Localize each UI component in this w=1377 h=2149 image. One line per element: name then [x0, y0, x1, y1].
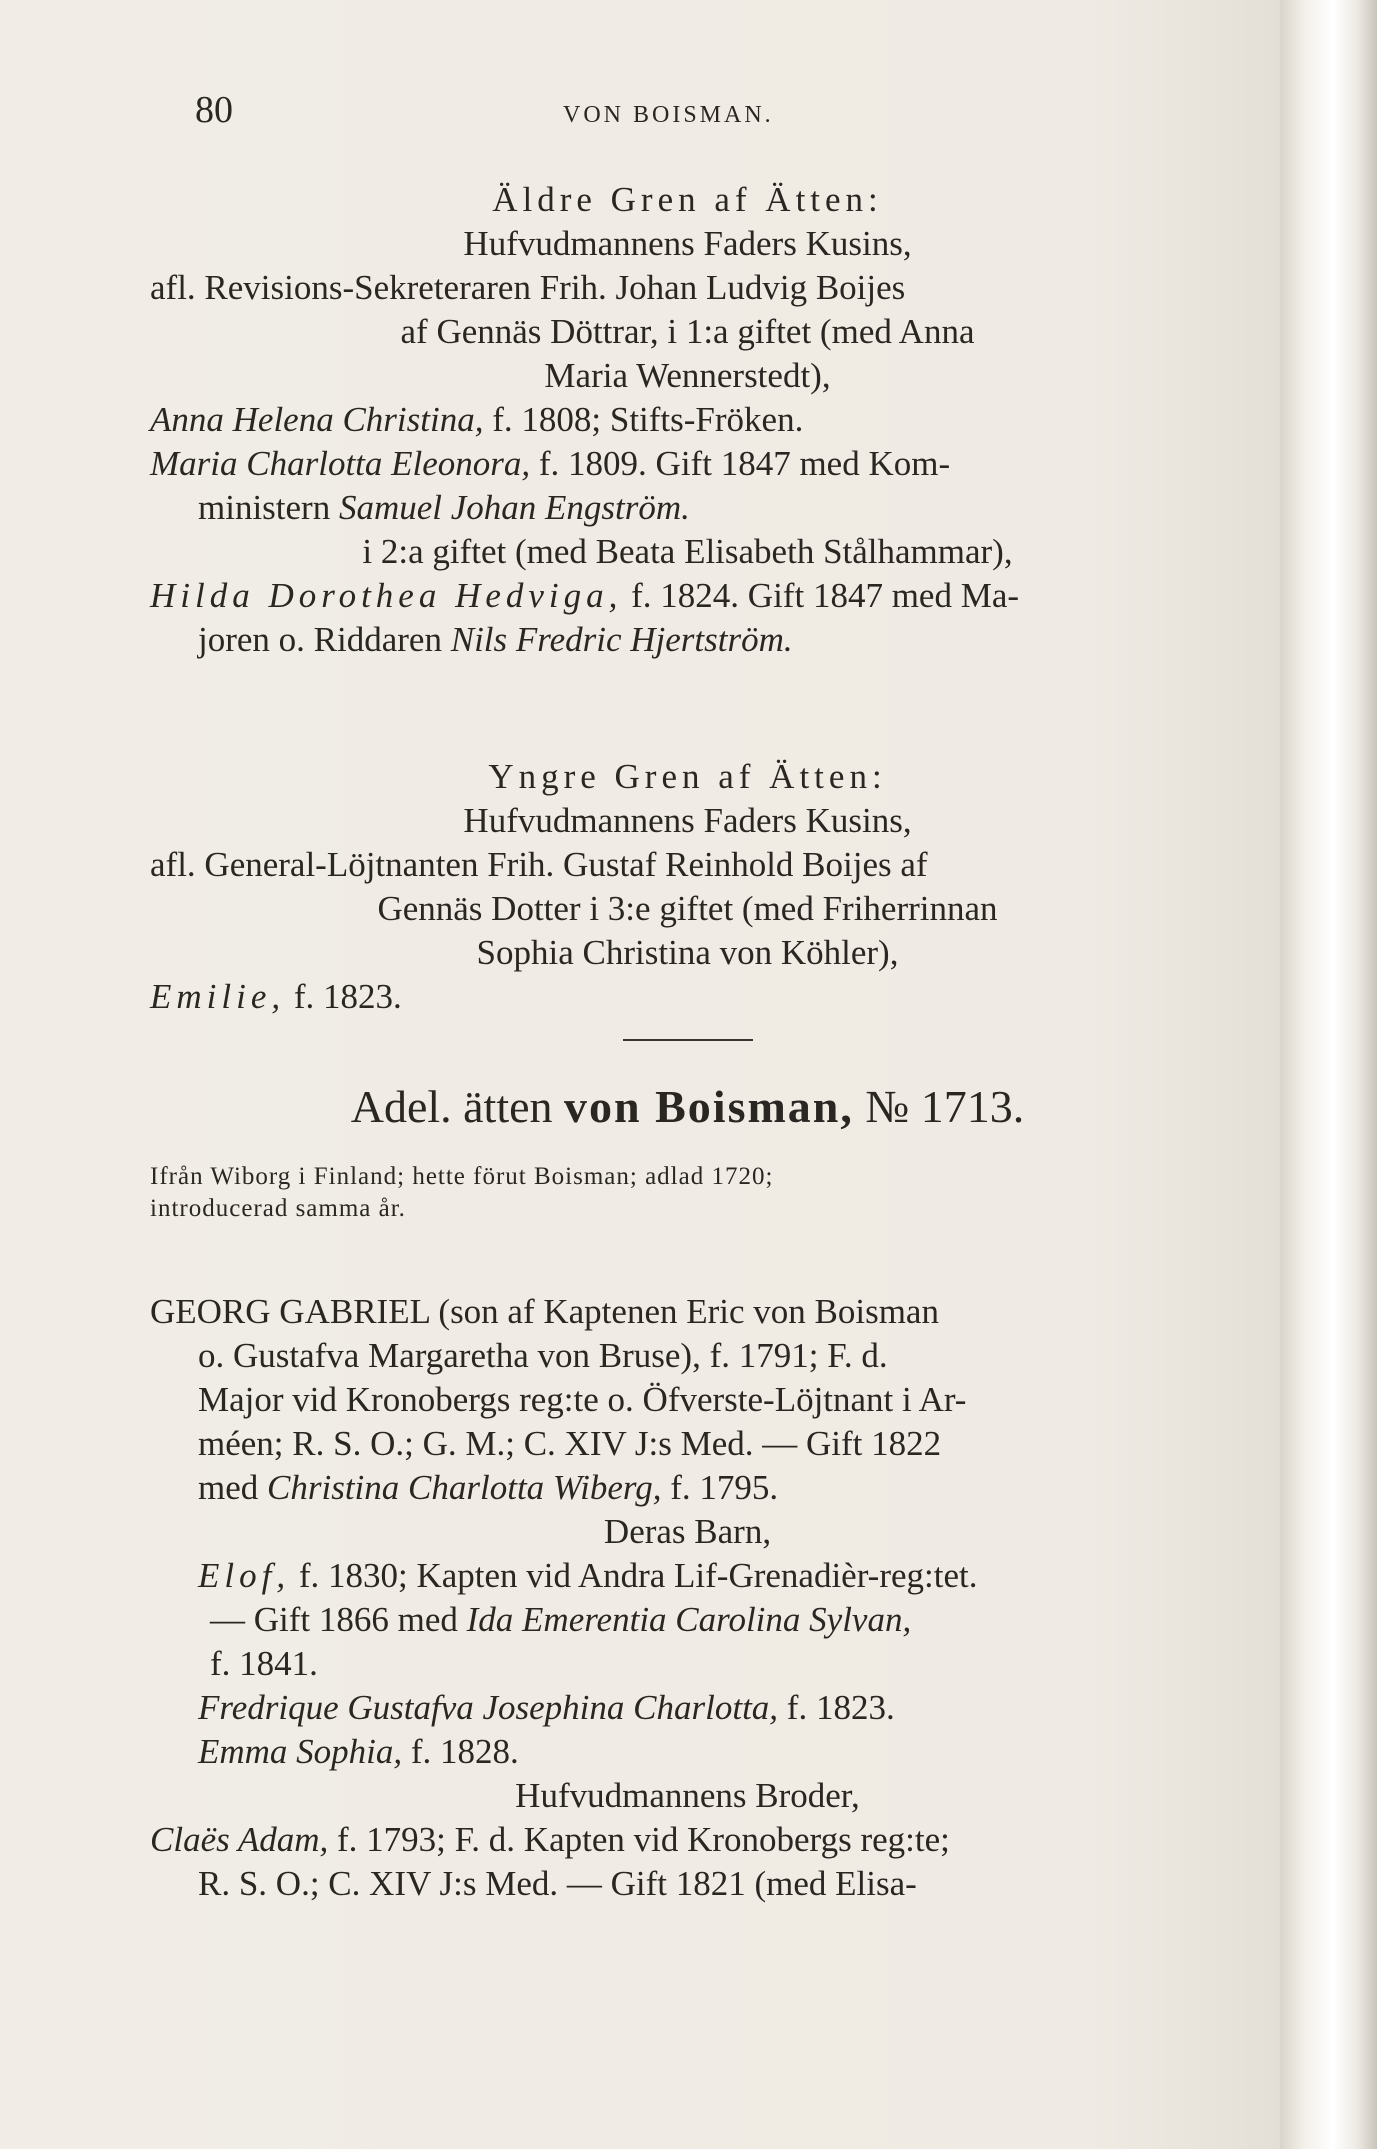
intro-line: af Gennäs Döttrar, i 1:a giftet (med Anna	[400, 312, 975, 351]
entry-maria-cont	[150, 486, 1225, 530]
intro-line: afl. Revisions-Sekreteraren Frih. Johan Ludvig Boijes	[150, 268, 906, 307]
divider-rule	[623, 1039, 753, 1041]
family-name: von Boisman,	[564, 1081, 854, 1132]
person-name: Emma Sophia,	[198, 1732, 403, 1771]
person-name: Anna Helena Christina,	[150, 400, 484, 439]
entry-hilda-cont	[150, 618, 1225, 662]
person-name: Ida Emerentia Carolina Sylvan,	[466, 1600, 912, 1639]
section-heading: Äldre Gren af Ätten:	[492, 180, 883, 219]
entry-text: f. 1809. Gift 1847 med Kom-	[530, 444, 951, 483]
entry-text: f. 1808; Stifts-Fröken.	[483, 400, 804, 439]
entry-text: f. 1795.	[661, 1468, 779, 1507]
brother-heading: Hufvudmannens Broder,	[515, 1776, 860, 1815]
person-name: Nils Fredric Hjertström.	[450, 620, 793, 659]
person-name: Claës Adam,	[150, 1820, 329, 1859]
intro-line: Gennäs Dotter i 3:e giftet (med Friherrinnan	[377, 889, 998, 928]
georg-line: méen; R. S. O.; G. M.; C. XIV J:s Med. — Gift 1822	[198, 1424, 942, 1463]
section-yngre-gren	[150, 755, 1225, 1225]
family-number: № 1713.	[853, 1081, 1025, 1132]
entry-text: ministern	[198, 488, 339, 527]
entry-text: joren o. Riddaren	[198, 620, 451, 659]
section-georg	[150, 1290, 1225, 1906]
person-name: Elof,	[198, 1556, 291, 1595]
family-title	[150, 1077, 1225, 1137]
page-edge	[1280, 0, 1377, 2149]
page-number: 80	[195, 89, 233, 131]
entry-elof-cont: f. 1841.	[210, 1644, 318, 1683]
entry-text: — Gift 1866 med	[210, 1600, 467, 1639]
person-name: Fredrique Gustafva Josephina Charlotta,	[198, 1688, 779, 1727]
entry-claes	[150, 1818, 1225, 1862]
person-name: Samuel Johan Engström.	[338, 488, 690, 527]
person-name: Maria Charlotta Eleonora,	[150, 444, 531, 483]
children-heading: Deras Barn,	[603, 1512, 772, 1551]
entry-text: med	[198, 1468, 268, 1507]
georg-line: GEORG GABRIEL (son af Kaptenen Eric von Boisman	[150, 1292, 939, 1331]
georg-line: o. Gustafva Margaretha von Bruse), f. 1791; F. d.	[198, 1336, 888, 1375]
intro-line: Hufvudmannens Faders Kusins,	[463, 801, 912, 840]
entry-text: f. 1824. Gift 1847 med Ma-	[622, 576, 1020, 615]
entry-text: f. 1828.	[402, 1732, 519, 1771]
entry-elof-cont	[150, 1598, 1225, 1642]
marriage-line: i 2:a giftet (med Beata Elisabeth Stålhammar),	[362, 532, 1013, 571]
person-name: Emilie,	[150, 977, 286, 1016]
running-head: VON BOISMAN.	[563, 102, 774, 128]
entry-claes-cont: R. S. O.; C. XIV J:s Med. — Gift 1821 (med Elisa-	[198, 1864, 917, 1903]
page-header	[195, 88, 1225, 138]
person-name: Hilda Dorothea Hedviga,	[150, 576, 623, 615]
entry-anna	[150, 398, 1225, 442]
intro-line: Hufvudmannens Faders Kusins,	[463, 224, 912, 263]
intro-line: Maria Wennerstedt),	[544, 356, 831, 395]
entry-emilie	[150, 975, 1225, 1019]
section-aldre-gren	[150, 178, 1225, 662]
georg-line: Major vid Kronobergs reg:te o. Öfverste-Löjtnant i Ar-	[198, 1380, 967, 1419]
section-heading: Yngre Gren af Ätten:	[488, 757, 887, 796]
entry-elof	[150, 1554, 1225, 1598]
entry-emma	[150, 1730, 1225, 1774]
entry-hilda	[150, 574, 1225, 618]
entry-maria	[150, 442, 1225, 486]
entry-text: f. 1823.	[285, 977, 402, 1016]
entry-text: f. 1823.	[778, 1688, 895, 1727]
entry-text: f. 1830; Kapten vid Andra Lif-Grenadièr-reg:tet.	[290, 1556, 978, 1595]
intro-line: Sophia Christina von Köhler),	[476, 933, 899, 972]
georg-wife-line	[150, 1466, 1225, 1510]
family-note: Ifrån Wiborg i Finland; hette förut Boisman; adlad 1720;	[150, 1163, 774, 1190]
title-prefix: Adel. ätten	[350, 1081, 565, 1132]
entry-fredrique	[150, 1686, 1225, 1730]
person-name: Christina Charlotta Wiberg,	[267, 1468, 662, 1507]
family-note: introducerad samma år.	[150, 1195, 406, 1222]
spacer	[150, 1137, 1225, 1161]
intro-line: afl. General-Löjtnanten Frih. Gustaf Reinhold Boijes af	[150, 845, 928, 884]
entry-text: f. 1793; F. d. Kapten vid Kronobergs reg:te;	[328, 1820, 950, 1859]
